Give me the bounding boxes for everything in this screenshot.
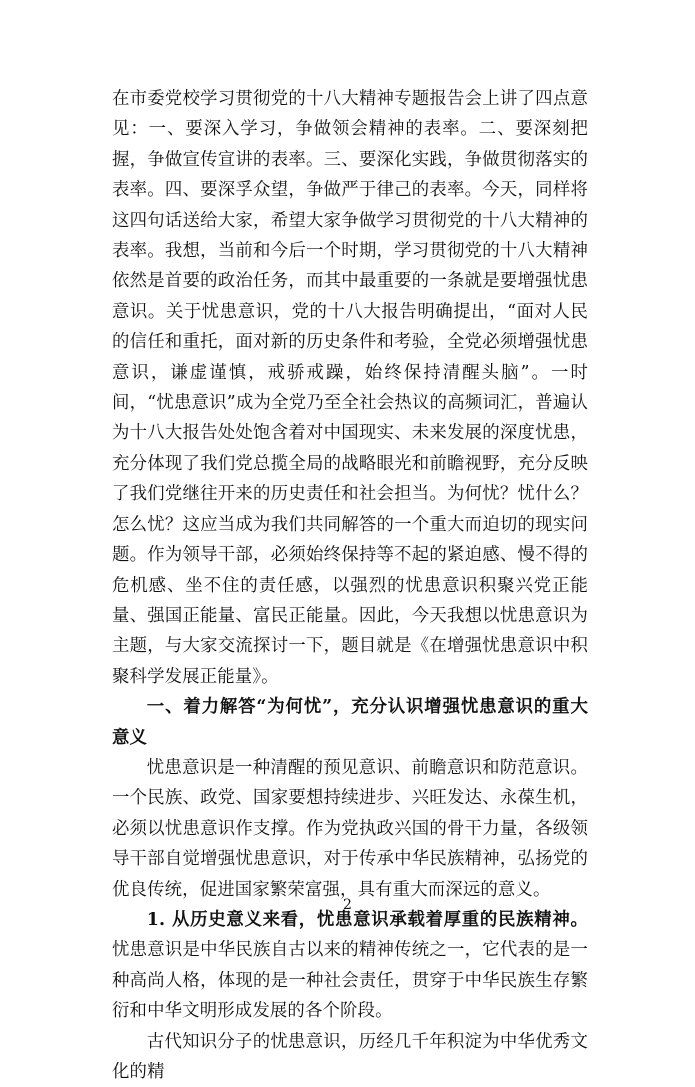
page-number: 2 — [343, 897, 352, 913]
body-paragraph-4: 古代知识分子的忧患意识，历经几千年积淀为中华优秀文化的精 — [112, 1031, 588, 1082]
body-paragraph-2: 忧患意识是一种清醒的预见意识、前瞻意识和防范意识。一个民族、政党、国家要想持续进步、兴旺发达、永葆生机，必须以忧患意识作支撑。作为党执政兴国的骨干力量，各级领导干部自觉增强忧患意识，对于传承中华民族精神，弘扬党的优良传统，促进国家繁荣富强，具有重大而深远的意义。 — [112, 757, 588, 900]
body-paragraph-3 — [112, 905, 588, 1027]
section-heading-1: 一、着力解答“为何忧”，充分认识增强忧患意识的重大意义 — [112, 697, 588, 748]
document-body — [112, 84, 588, 1087]
body-paragraph-1: 在市委党校学习贯彻党的十八大精神专题报告会上讲了四点意见：一、要深入学习，争做领会精神的表率。二、要深刻把握，争做宣传宣讲的表率。三、要深化实践，争做贯彻落实的表率。四、要深孚众望，争做严于律己的表率。今天，同样将这四句话送给大家，希望大家争做学习贯彻党的十八大精神的表率。我想，当前和今后一个时期，学习贯彻党的十八大精神依然是首要的政治任务，而其中最重要的一条就是要增强忧患意识。关于忧患意识，党的十八大报告明确提出，“面对人民的信任和重托，面对新的历史条件和考验，全党必须增强忧患意识，谦虚谨慎，戒骄戒躁，始终保持清醒头脑”。一时间，“忧患意识”成为全党乃至全社会热议的高频词汇，普遍认为十八大报告处处饱含着对中国现实、未来发展的深度忧患，充分体现了我们党总揽全局的战略眼光和前瞻视野，充分反映了我们党继往开来的历史责任和社会担当。为何忧？忧什么？怎么忧？这应当成为我们共同解答的一个重大而迫切的现实问题。作为领导干部，必须始终保持等不起的紧迫感、慢不得的危机感、坐不住的责任感，以强烈的忧患意识积聚兴党正能量、强国正能量、富民正能量。因此，今天我想以忧患意识为主题，与大家交流探讨一下，题目就是《在增强忧患意识中积聚科学发展正能量》。 — [112, 89, 588, 687]
subsection-heading-1: 1. 从历史意义来看，忧患意识承载着厚重的民族精神。 — [146, 909, 588, 930]
subsection-text-1: 忧患意识是中华民族自古以来的精神传统之一，它代表的是一种高尚人格，体现的是一种社会责任，贯穿于中华民族生存繁衍和中华文明形成发展的各个阶段。 — [112, 940, 588, 1022]
